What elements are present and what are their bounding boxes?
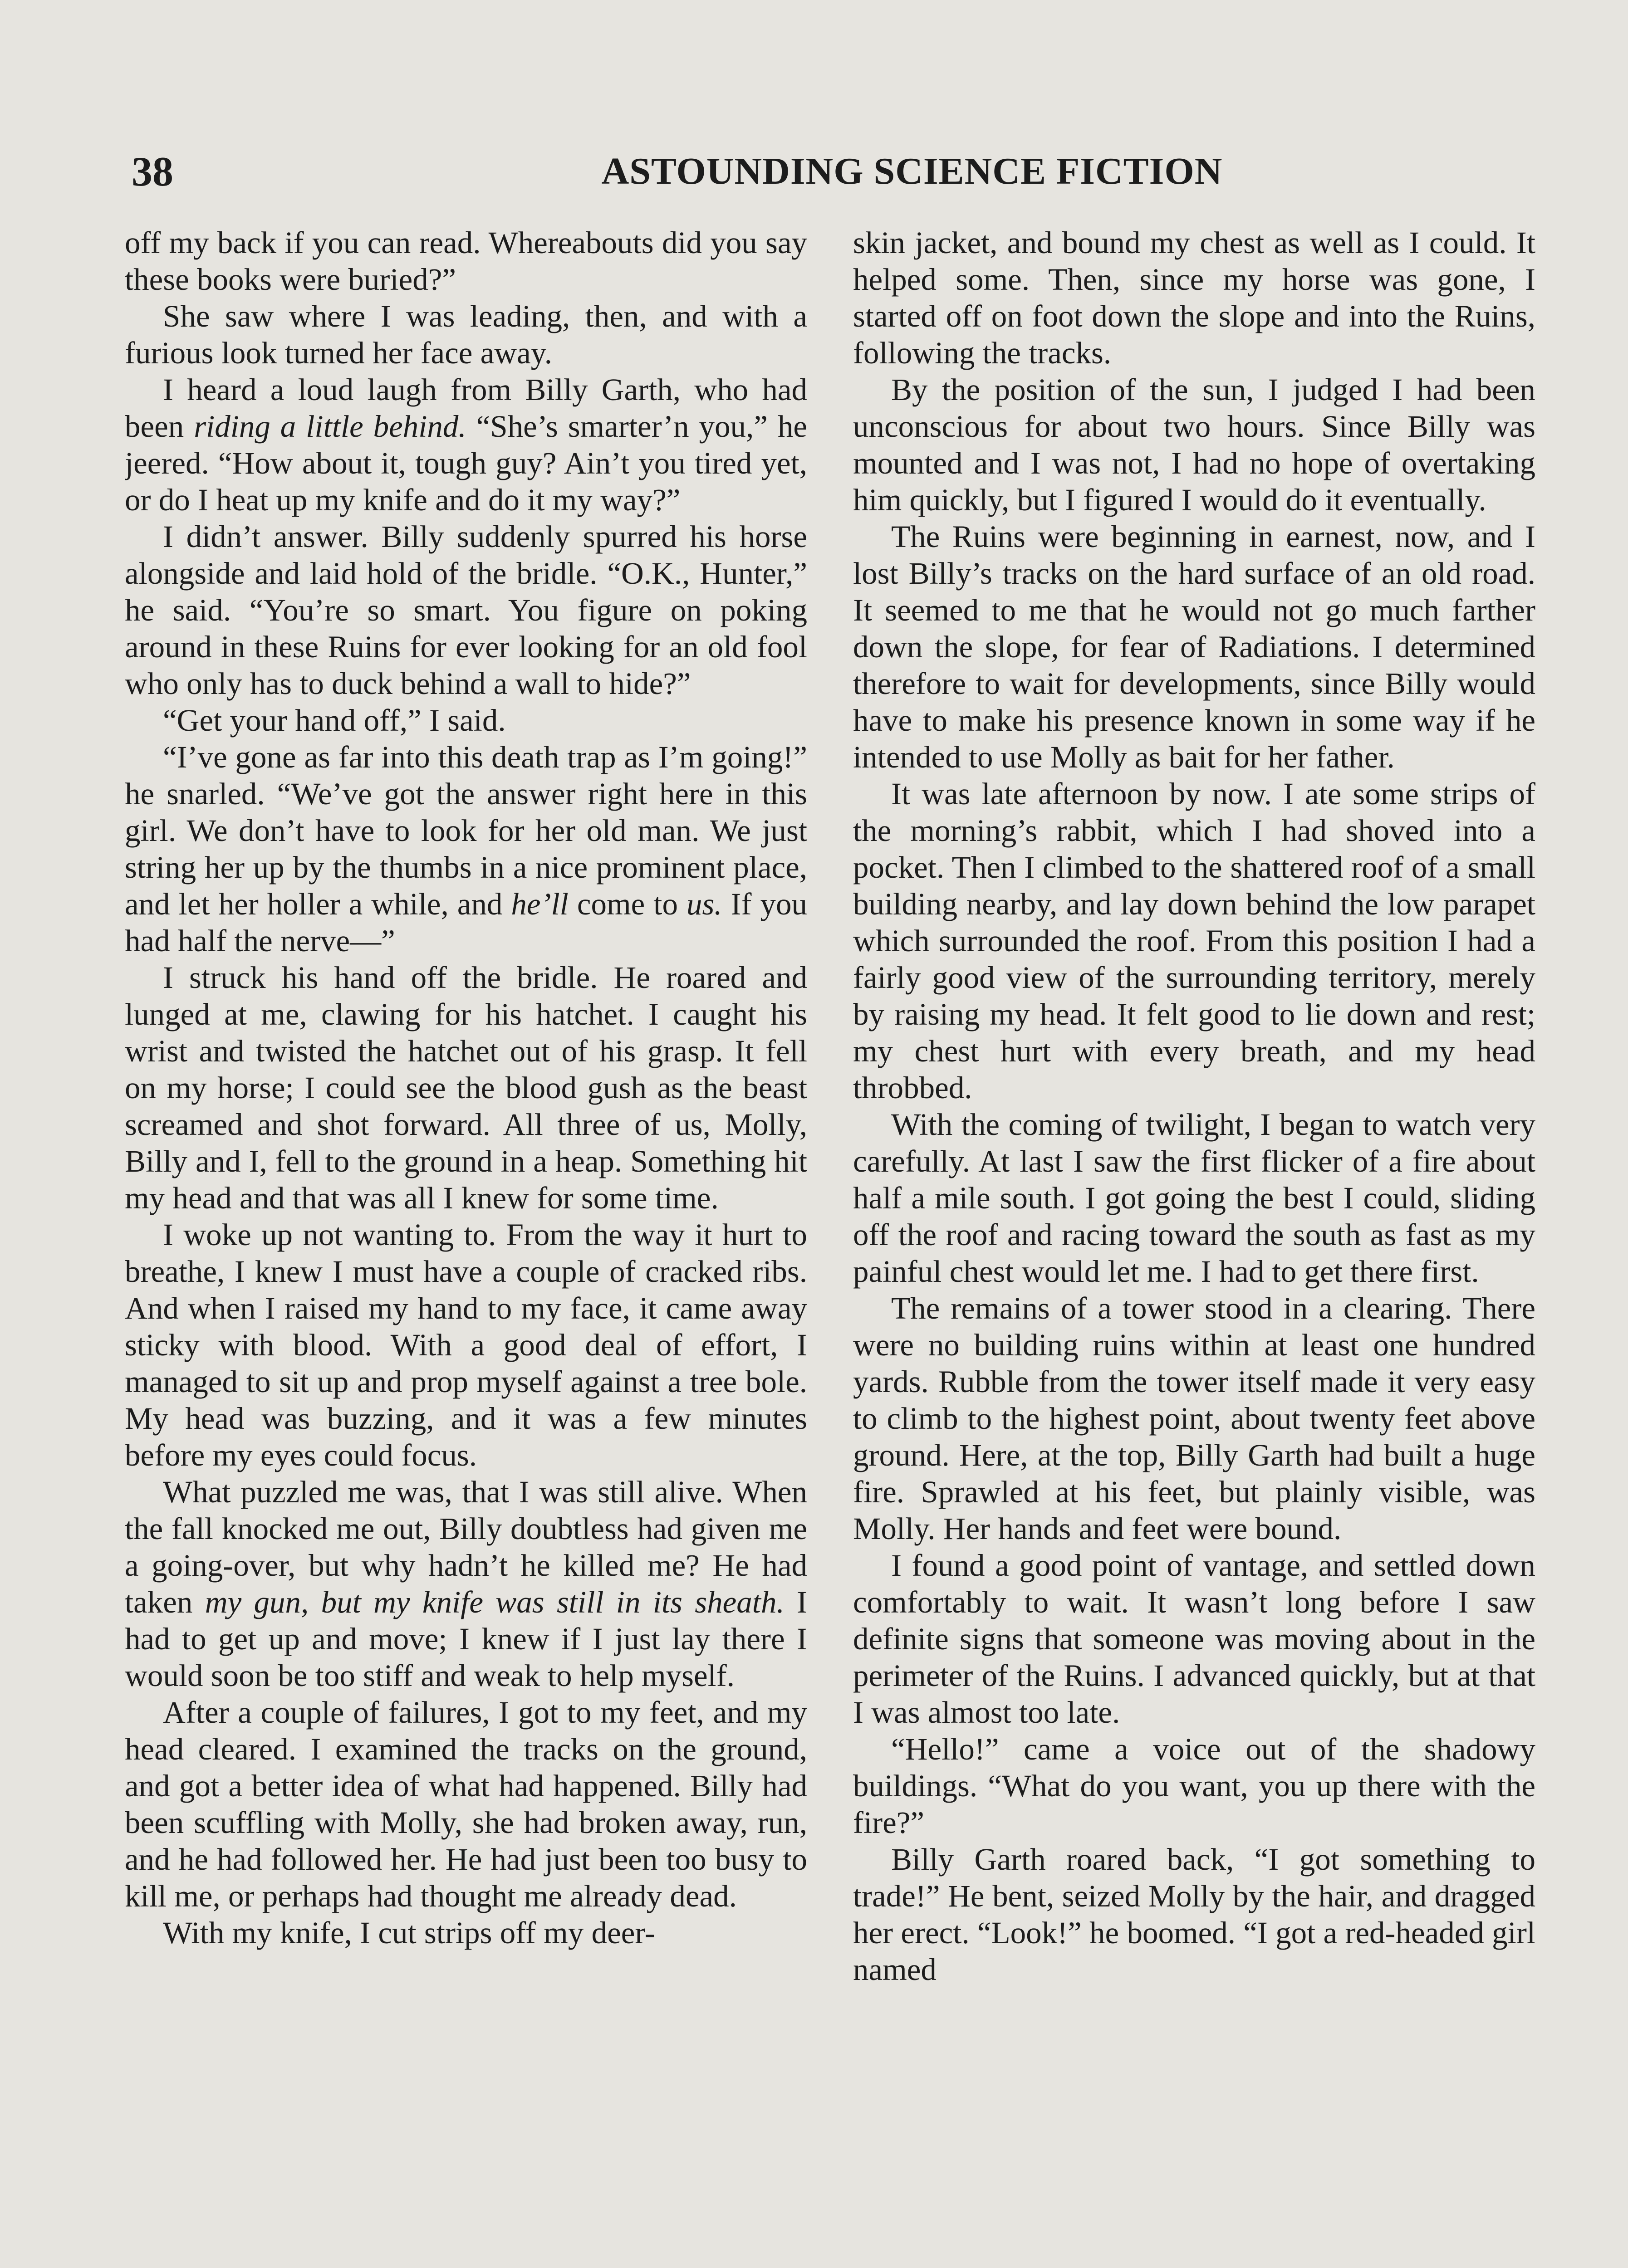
text-run: After a couple of failures, I got to my feet, and my head cleared. I examined the tracks on the ground, and got a better idea of what had happened. Billy had been scuffling with Molly, she had broken away, run, and he had followed her. He had just been too busy to kill me, or perhaps had thought me already dead.	[125, 1695, 807, 1913]
paragraph	[125, 702, 807, 739]
paragraph	[853, 225, 1535, 371]
italic-text: riding a little behind.	[194, 409, 466, 444]
text-run: come to	[568, 887, 687, 921]
text-run: “Hello!” came a voice out of the shadowy buildings. “What do you want, you up there with the fire?”	[853, 1732, 1535, 1840]
running-head: ASTOUNDING SCIENCE FICTION	[601, 150, 1223, 192]
text-run: With the coming of twilight, I began to watch very carefully. At last I saw the first flicker of a fire about half a mile south. I got going the best I could, sliding off the roof and racing toward the south as fast as my painful chest would let me. I had to get there first.	[853, 1107, 1535, 1289]
paragraph	[125, 518, 807, 702]
text-run: With my knife, I cut strips off my deer-	[163, 1916, 655, 1950]
left-column	[125, 225, 807, 2268]
text-run: The remains of a tower stood in a clearing. There were no building ruins within at least one hundred yards. Rubble from the tower itself made it very easy to climb to the highest point, about twenty feet above ground. Here, at the top, Billy Garth had built a huge fire. Sprawled at his feet, but plainly visible, was Molly. Her hands and feet were bound.	[853, 1291, 1535, 1546]
text-run: I had to get up and move; I knew if I just lay there I would soon be too stiff and weak to help myself.	[125, 1585, 807, 1693]
italic-text: us.	[686, 887, 722, 921]
text-run: I struck his hand off the bridle. He roared and lunged at me, clawing for his hatchet. I caught his wrist and twisted the hatchet out of his grasp. It fell on my horse; I could see the blood gush as the beast screamed and shot forward. All three of us, Molly, Billy and I, fell to the ground in a heap. Something hit my head and that was all I knew for some time.	[125, 960, 807, 1215]
text-run: If you had half the nerve—”	[125, 887, 807, 958]
paragraph	[125, 225, 807, 298]
italic-text: my gun, but my knife was still in its sheath.	[205, 1585, 785, 1619]
paragraph	[853, 371, 1535, 518]
paragraph	[125, 1474, 807, 1694]
text-run: “She’s smarter’n you,” he jeered. “How about it, tough guy? Ain’t you tired yet, or do I heat up my knife and do it my way?”	[125, 409, 807, 517]
paragraph	[853, 776, 1535, 1106]
paragraph	[125, 298, 807, 371]
paragraph	[125, 1915, 807, 1951]
paragraph	[853, 518, 1535, 776]
paragraph	[853, 1841, 1535, 1988]
paragraph	[853, 1290, 1535, 1547]
text-run: I found a good point of vantage, and settled down comfortably to wait. It wasn’t long before I saw definite signs that someone was moving about in the perimeter of the Ruins. I advanced quickly, but at that I was almost too late.	[853, 1548, 1535, 1730]
text-run: She saw where I was leading, then, and with a furious look turned her face away.	[125, 299, 807, 370]
page-number: 38	[132, 148, 173, 195]
text-run: It was late afternoon by now. I ate some strips of the morning’s rabbit, which I had shoved into a pocket. Then I climbed to the shattered roof of a small building nearby, and lay down behind the low parapet which surrounded the roof. From this position I had a fairly good view of the surrounding territory, merely by raising my head. It felt good to lie down and rest; my chest hurt with every breath, and my head throbbed.	[853, 777, 1535, 1105]
paragraph	[853, 1106, 1535, 1290]
right-column	[853, 225, 1535, 2268]
paragraph	[125, 959, 807, 1217]
paragraph	[125, 1217, 807, 1474]
text-run: skin jacket, and bound my chest as well as I could. It helped some. Then, since my horse was gone, I started off on foot down the slope and into the Ruins, following the tracks.	[853, 225, 1535, 370]
text-run: I didn’t answer. Billy suddenly spurred his horse alongside and laid hold of the bridle. “O.K., Hunter,” he said. “You’re so smart. You figure on poking around in these Ruins for ever looking for an old fool who only has to duck behind a wall to hide?”	[125, 519, 807, 701]
text-run: The Ruins were beginning in earnest, now, and I lost Billy’s tracks on the hard surface of an old road. It seemed to me that he would not go much farther down the slope, for fear of Radiations. I determined therefore to wait for developments, since Billy would have to make his presence known in some way if he intended to use Molly as bait for her father.	[853, 519, 1535, 774]
italic-text: he’ll	[511, 887, 569, 921]
text-run: By the position of the sun, I judged I had been unconscious for about two hours. Since Billy was mounted and I was not, I had no hope of overtaking him quickly, but I figured I would do it eventually.	[853, 372, 1535, 517]
paragraph	[853, 1731, 1535, 1841]
text-run: “I’ve gone as far into this death trap as I’m going!” he snarled. “We’ve got the answer right here in this girl. We don’t have to look for her old man. We just string her up by the thumbs in a nice prominent place, and let her holler a while, and	[125, 740, 807, 921]
text-run: What puzzled me was, that I was still alive. When the fall knocked me out, Billy doubtless had given me a going-over, but why hadn’t he killed me? He had taken	[125, 1475, 807, 1619]
paragraph	[125, 371, 807, 518]
paragraph	[853, 1547, 1535, 1731]
paragraph	[125, 1694, 807, 1915]
paragraph	[125, 739, 807, 959]
text-run: “Get your hand off,” I said.	[163, 703, 506, 738]
text-run: Billy Garth roared back, “I got something to trade!” He bent, seized Molly by the hair, and dragged her erect. “Look!” he boomed. “I got a red-headed girl named	[853, 1842, 1535, 1987]
page-header	[132, 144, 1502, 199]
text-run: I woke up not wanting to. From the way it hurt to breathe, I knew I must have a couple of cracked ribs. And when I raised my hand to my face, it came away sticky with blood. With a good deal of effort, I managed to sit up and prop myself against a tree bole. My head was buzzing, and it was a few minutes before my eyes could focus.	[125, 1217, 807, 1472]
text-run: I heard a loud laugh from Billy Garth, who had been	[125, 372, 807, 444]
text-run: off my back if you can read. Whereabouts did you say these books were buried?”	[125, 225, 807, 297]
